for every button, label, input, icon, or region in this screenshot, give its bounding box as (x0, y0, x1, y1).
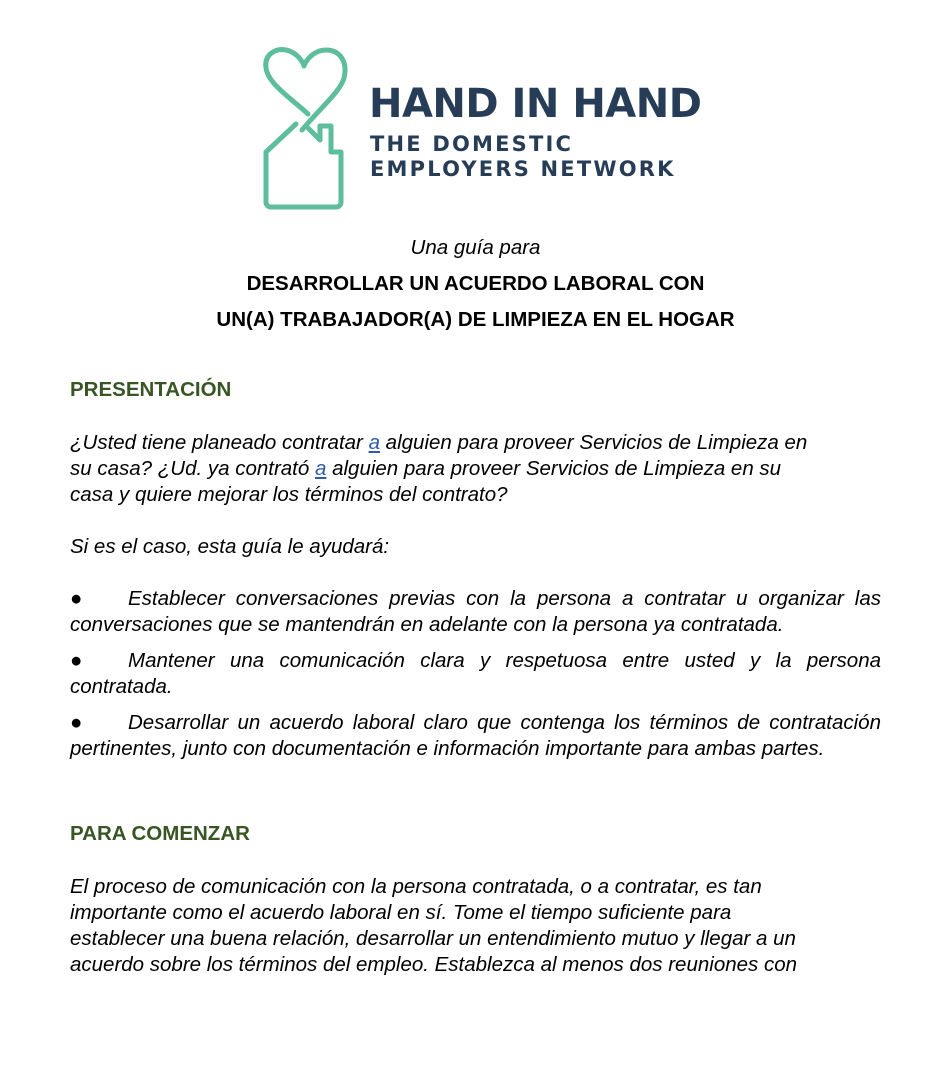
bullet-item (70, 648, 881, 700)
intro-line (70, 456, 882, 482)
intro-link[interactable]: a (314, 457, 327, 480)
intro-text: alguien para proveer Servicios de Limpieza en (379, 431, 808, 454)
intro-line: casa y quiere mejorar los términos del contrato? (70, 483, 508, 506)
section-heading-presentacion: PRESENTACIÓN (70, 378, 232, 401)
bullet-icon: ● (70, 649, 83, 672)
logo-title: HAND IN HAND (369, 81, 702, 127)
intro-text: alguien para proveer Servicios de Limpieza en su (326, 457, 782, 480)
logo-subtitle-line1: THE DOMESTIC (370, 132, 574, 156)
paragraph-line: importante como el acuerdo laboral en sí. Tome el tiempo suficiente para (70, 901, 732, 924)
hand-in-hand-logo (258, 44, 702, 212)
heart-house-icon (258, 44, 352, 212)
paragraph-line: establecer una buena relación, desarrollar un entendimiento mutuo y llegar a un (70, 927, 796, 950)
bullet-icon: ● (70, 711, 83, 734)
bullet-item (70, 710, 881, 762)
bullet-text: Establecer conversaciones previas con la persona a contratar u organizar las conversaciones que se mantendrán en adelante con la persona ya contratada. (70, 587, 881, 636)
intro-link[interactable]: a (368, 431, 380, 454)
intro-text: ¿Usted tiene planeado contratar (70, 431, 369, 454)
intro-text: su casa? ¿Ud. ya contrató (70, 457, 315, 480)
section-heading-para-comenzar: PARA COMENZAR (70, 822, 250, 845)
bullet-text: Desarrollar un acuerdo laboral claro que contenga los términos de contratación pertinentes, junto con documentación e información importante para ambas partes. (70, 711, 881, 760)
bullet-text: Mantener una comunicación clara y respetuosa entre usted y la persona contratada. (70, 649, 881, 698)
guide-label: Una guía para (410, 236, 541, 259)
intro-line (70, 430, 882, 456)
bullet-item (70, 586, 881, 638)
document-title-line1: DESARROLLAR UN ACUERDO LABORAL CON (246, 272, 705, 295)
paragraph-line: El proceso de comunicación con la persona contratada, o a contratar, es tan (70, 875, 762, 898)
lead-sentence: Si es el caso, esta guía le ayudará: (70, 535, 390, 558)
intro-paragraph (70, 430, 882, 508)
logo-subtitle-line2: EMPLOYERS NETWORK (370, 157, 676, 181)
paragraph-line: acuerdo sobre los términos del empleo. Establezca al menos dos reuniones con (70, 953, 798, 976)
document-title-line2: UN(A) TRABAJADOR(A) DE LIMPIEZA EN EL HOGAR (216, 308, 735, 331)
bullet-icon: ● (70, 587, 83, 610)
para-comenzar-paragraph (70, 874, 930, 978)
